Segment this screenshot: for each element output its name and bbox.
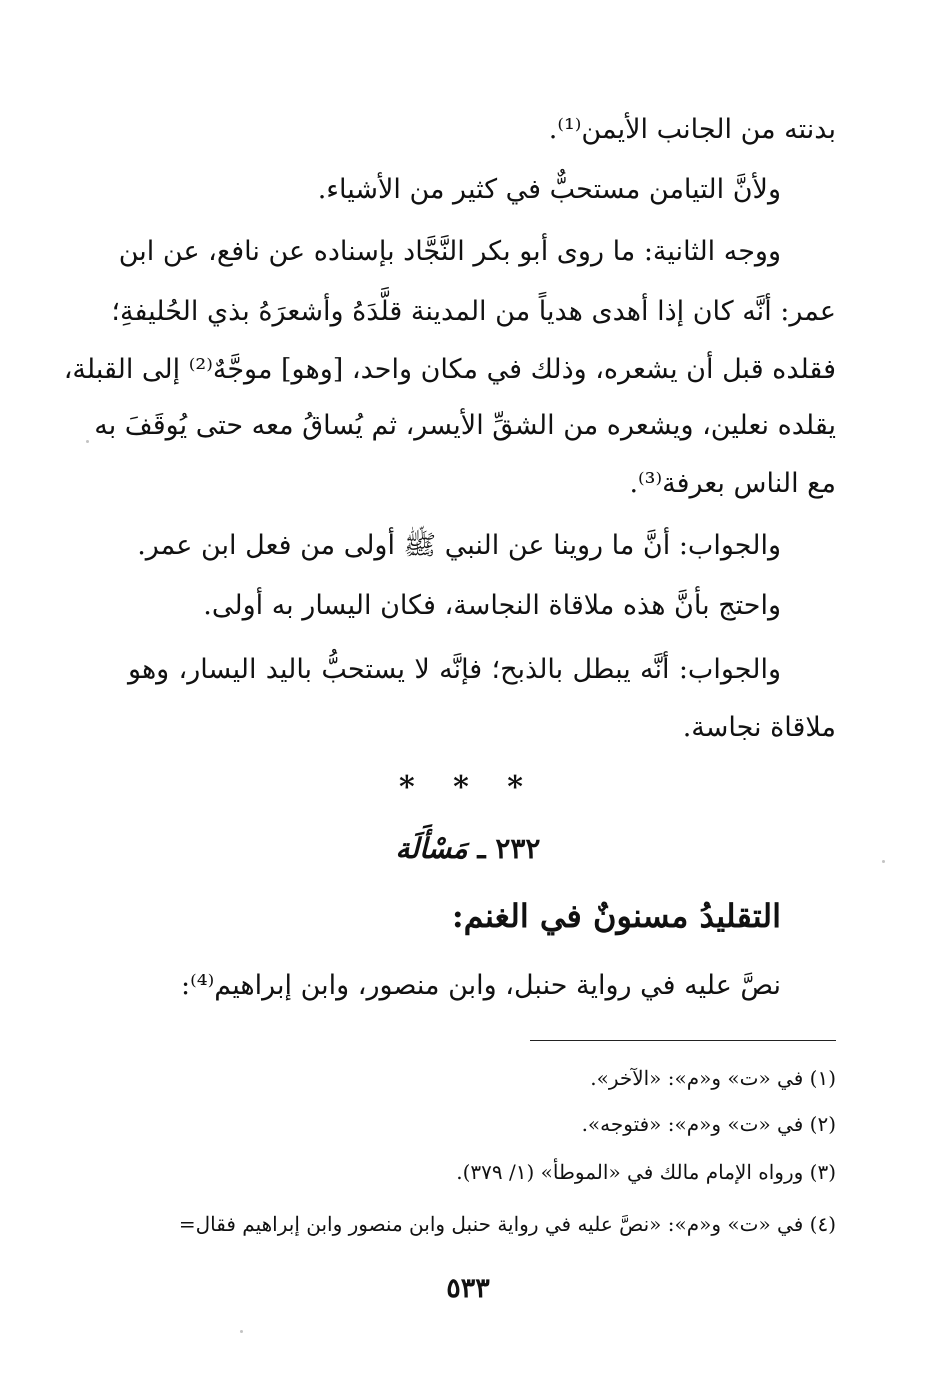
body-line-9: واحتج بأنَّ هذه ملاقاة النجاسة، فكان اليسار به أولى. — [203, 590, 781, 621]
body-line-3: ووجه الثانية: ما روى أبو بكر النَّجَّاد بإسناده عن نافع، عن ابن — [118, 236, 781, 267]
body-line-7: مع الناس بعرفة⁽³⁾. — [629, 468, 836, 499]
scan-speck — [882, 860, 885, 863]
page-number: ٥٣٣ — [446, 1273, 490, 1304]
section-separator: * * * — [399, 770, 537, 805]
body-line-10: والجواب: أنَّه يبطل بالذبح؛ فإنَّه لا يستحبُّ باليد اليسار، وهو — [128, 654, 781, 685]
body-line-8: والجواب: أنَّ ما روينا عن النبي ﷺ أولى من فعل ابن عمر. — [137, 530, 781, 561]
section-intro: نصَّ عليه في رواية حنبل، وابن منصور، وابن إبراهيم⁽⁴⁾: — [181, 970, 781, 1001]
section-heading — [0, 832, 936, 865]
body-line-1: بدنته من الجانب الأيمن⁽¹⁾. — [548, 114, 836, 145]
footnote-rule — [530, 1040, 836, 1041]
section-label: مَسْأَلَة — [395, 832, 468, 865]
body-line-6: يقلده نعلين، ويشعره من الشقِّ الأيسر، ثم يُساقُ معه حتى يُوقَفَ به — [94, 410, 836, 441]
body-line-11: ملاقاة نجاسة. — [682, 712, 836, 743]
footnote-4: (٤) في «ت» و«م»: «نصَّ عليه في رواية حنبل وابن منصور وابن إبراهيم فقال= — [178, 1212, 836, 1236]
section-title: التقليدُ مسنونٌ في الغنم: — [451, 897, 781, 935]
scan-speck — [240, 1330, 243, 1333]
body-line-4: عمر: أنَّه كان إذا أهدى هدياً من المدينة قلَّدَهُ وأشعرَهُ بذي الحُليفةِ؛ — [111, 296, 836, 327]
footnote-2: (٢) في «ت» و«م»: «فتوجه». — [581, 1112, 836, 1136]
body-line-5: فقلده قبل أن يشعره، وذلك في مكان واحد، [وهو] موجَّهٌ⁽²⁾ إلى القبلة، — [63, 354, 836, 385]
footnote-1: (١) في «ت» و«م»: «الآخر». — [590, 1066, 836, 1090]
scan-speck — [86, 440, 89, 443]
footnote-3: (٣) ورواه الإمام مالك في «الموطأ» (١/ ٣٧٩). — [456, 1160, 836, 1184]
body-line-2: ولأنَّ التيامن مستحبٌّ في كثير من الأشياء. — [317, 174, 781, 205]
section-number: ٢٣٢ ـ — [477, 832, 541, 865]
